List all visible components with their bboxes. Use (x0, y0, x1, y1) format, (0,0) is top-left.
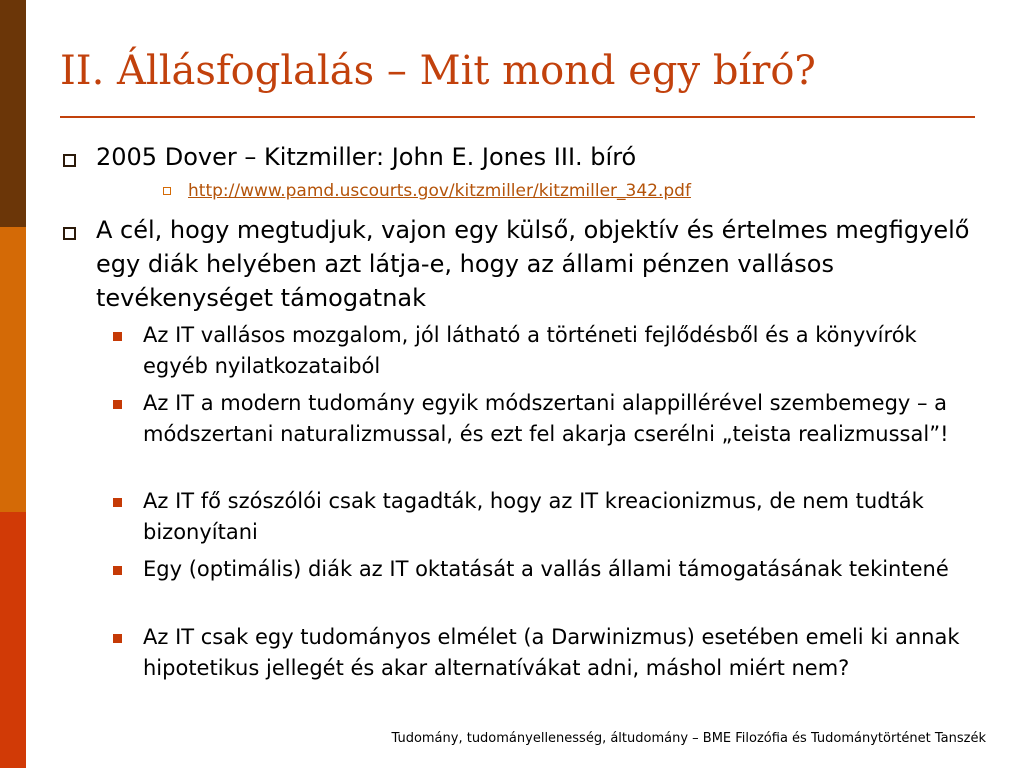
hollow-square-bullet-icon (63, 154, 76, 167)
sidebar-stripe-orange (0, 227, 26, 512)
hollow-square-bullet-icon (63, 227, 76, 240)
slide-footer: Tudomány, tudományellenesség, áltudomány – BME Filozófia és Tudománytörténet Tanszék (391, 731, 986, 746)
slide-title: II. Állásfoglalás – Mit mond egy bíró? (60, 48, 816, 94)
bullet-item: 2005 Dover – Kitzmiller: John E. Jones III. bíró (96, 143, 637, 171)
hollow-square-bullet-icon (163, 187, 171, 195)
sub-bullet-item: Egy (optimális) diák az IT oktatását a vallás állami támogatásának tekintené (143, 557, 949, 581)
filled-square-bullet-icon (113, 634, 122, 643)
sidebar-stripe-dark (0, 0, 26, 227)
sub-bullet-item: Az IT fő szószólói csak tagadták, hogy az IT kreacionizmus, de nem tudták bizonyítani (143, 489, 924, 544)
bullet-item: A cél, hogy megtudjuk, vajon egy külső, objektív és értelmes megfigyelő egy diák helyében azt látja-e, hogy az állami pénzen vallásos tevékenységet támogatnak (96, 216, 970, 312)
kitzmiller-pdf-link[interactable]: http://www.pamd.uscourts.gov/kitzmiller/kitzmiller_342.pdf (188, 181, 691, 201)
filled-square-bullet-icon (113, 566, 122, 575)
title-underline (60, 116, 975, 118)
filled-square-bullet-icon (113, 400, 122, 409)
filled-square-bullet-icon (113, 498, 122, 507)
sub-bullet-item: Az IT vallásos mozgalom, jól látható a történeti fejlődésből és a könyvírók egyéb nyilatkozataiból (143, 323, 917, 378)
sub-bullet-item: Az IT csak egy tudományos elmélet (a Darwinizmus) esetében emeli ki annak hipotetikus jellegét és akar alternatívákat adni, máshol miért nem? (143, 625, 960, 680)
filled-square-bullet-icon (113, 332, 122, 341)
sidebar-stripe-red (0, 512, 26, 768)
sub-bullet-item: Az IT a modern tudomány egyik módszertani alappillérével szembemegy – a módszertani naturalizmussal, és ezt fel akarja cserélni „teista realizmussal”! (143, 391, 949, 446)
